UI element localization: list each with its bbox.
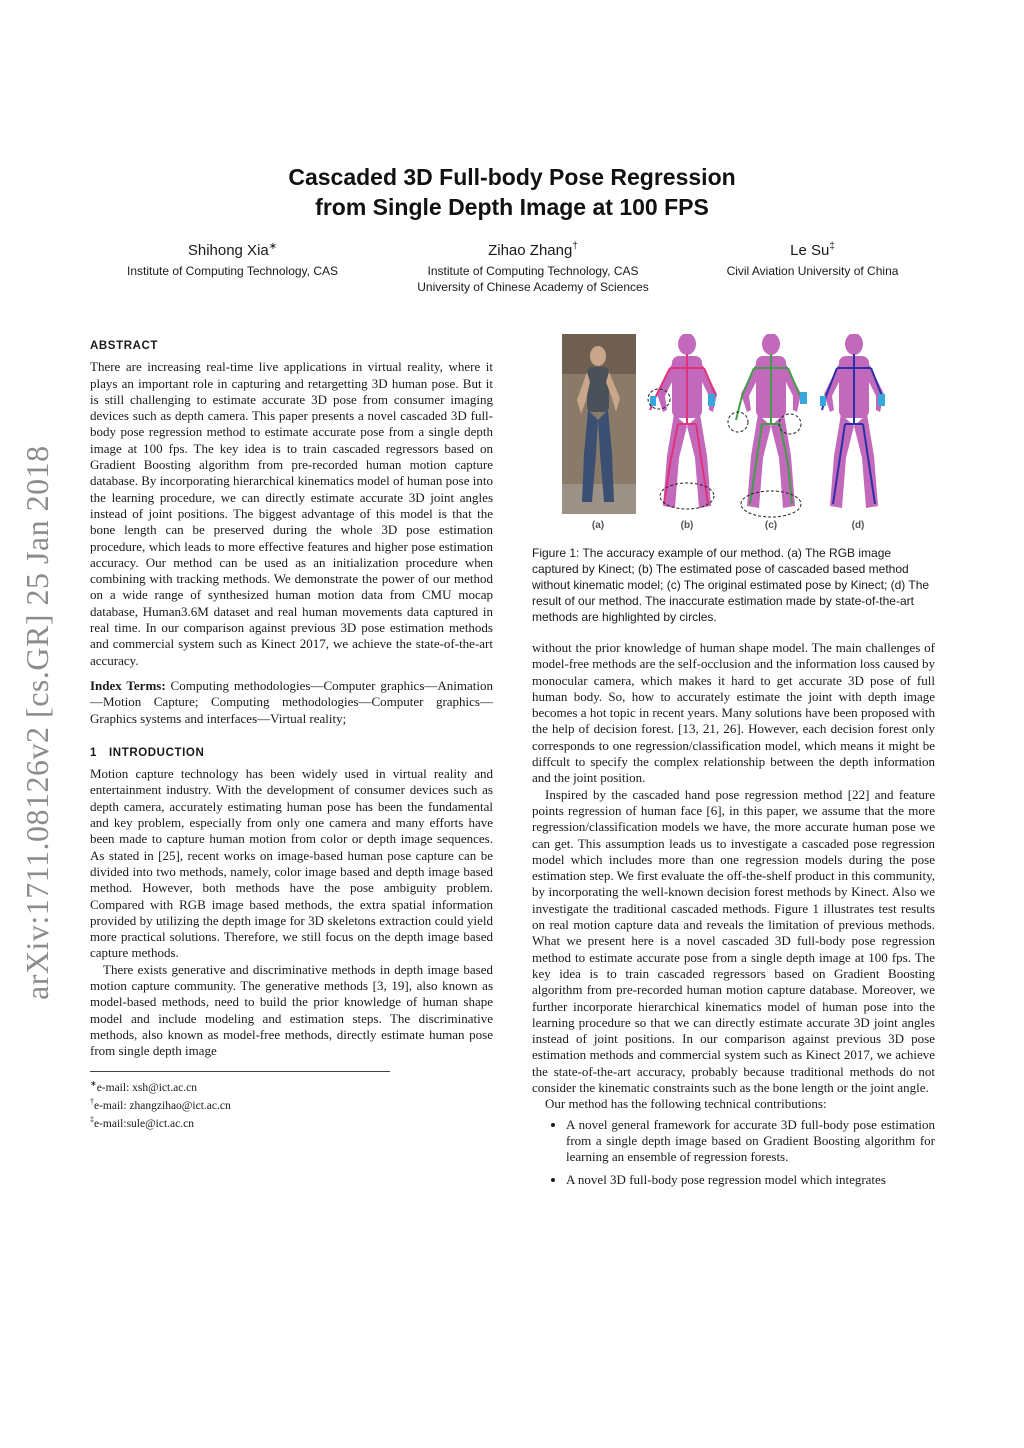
- panel-label-a: (a): [591, 520, 605, 530]
- index-terms: [90, 678, 493, 727]
- index-terms-text: Computing methodologies—Computer graphics—Animation—Motion Capture; Computing methodologies—Computer graphics—Graphics systems and interfaces—Virtual reality;: [90, 677, 493, 726]
- panel-d-our-pose: [820, 334, 885, 508]
- figure-caption: Figure 1: The accuracy example of our method. (a) The RGB image captured by Kinect; (b) The estimated pose of cascaded based method without kinematic model; (c) The original estimated pose by Kinect; (d) The result of our method. The inaccurate estimation made by state-of-the-art methods are highlighted by circles.: [532, 546, 930, 624]
- figure-1-pose-comparison: [560, 334, 900, 530]
- footnote: ‡e-mail:sule@ict.ac.cn: [90, 1115, 194, 1130]
- panel-label-d: (d): [851, 520, 865, 530]
- author-affiliation: University of Chinese Academy of Sciences: [417, 280, 649, 294]
- arxiv-identifier: arXiv:1711.08126v2 [cs.GR] 25 Jan 2018: [19, 445, 55, 1000]
- abstract-text: There are increasing real-time live applications in virtual reality, where it plays an important role in capturing and retargetting 3D human pose. But it is still challenging to estimate accurate 3D pose from consumer imaging devices such as depth camera. This paper presents a novel cascaded 3D full-body pose regression method to estimate accurate pose from a single depth image at 100 fps. The key idea is to train cascaded regressors based on Gradient Boosting algorithm from pre-recorded human motion capture database. By incorporating hierarchical kinematics model of human pose into the learning procedure, we can directly estimate accurate 3D joint angles instead of joint positions. The biggest advantage of this model is that the bone length can be preserved during the whole 3D pose estimation procedure, which leads to more effective features and higher pose estimation accuracy. Our method can be used as an initialization procedure when combining with tracking methods. We demonstrate the power of our method on a wide range of synthesized human motion data from CMU mocap database, Human3.6M dataset and real human movements data captured in real time. In our comparison against previous 3D pose estimation methods and commercial system such as Kinect 2017, we achieve the state-of-the-art accuracy.: [90, 359, 493, 668]
- footnote: †e-mail: zhangzihao@ict.ac.cn: [90, 1097, 231, 1113]
- panel-a-rgb-photo: [562, 334, 636, 514]
- title-line-2: from Single Depth Image at 100 FPS: [315, 194, 709, 220]
- author-name: Le Su‡: [790, 241, 835, 259]
- section-number: 1: [90, 746, 97, 759]
- abstract-heading: ABSTRACT: [90, 340, 159, 352]
- index-terms-label: Index Terms:: [90, 677, 166, 693]
- author-affiliation: Institute of Computing Technology, CAS: [427, 264, 639, 278]
- author-name: Shihong Xia∗: [187, 241, 278, 259]
- panel-c-kinect-pose: [728, 334, 807, 517]
- author-block-su: [700, 237, 925, 279]
- author-block-zhang: [392, 237, 674, 295]
- paper-title: [0, 162, 1024, 222]
- panel-b-depth-pose: [648, 334, 717, 509]
- author-affiliation: Civil Aviation University of China: [726, 264, 899, 278]
- section-title: INTRODUCTION: [109, 746, 205, 759]
- footnote-rule: [90, 1071, 390, 1072]
- list-item: • A novel general framework for accurate 3D full-body pose estimation from a single depth image based on Gradient Boosting algorithm for learning an ensemble of regression forests.: [566, 1117, 935, 1166]
- body-paragraph: Our method has the following technical contributions:: [545, 1096, 827, 1112]
- body-paragraph: without the prior knowledge of human shape model. The main challenges of model-free methods are the self-occlusion and the information loss caused by monocular camera, which makes it hard to get accurate 3D pose of full human body. So, how to accurately estimate the joint with depth image becomes a hot topic in recent years. Many solutions have been proposed with the help of decision forest. [13, 21, 26]. However, each decision forest only corresponds to one regression/classification model, which means it might be diffcult to specify the complex relationship between the depth information and the joint position.: [532, 640, 935, 786]
- list-item: • A novel 3D full-body pose regression model which integrates: [566, 1172, 935, 1188]
- author-block-xia: [100, 237, 365, 279]
- panel-label-c: (c): [764, 520, 778, 530]
- body-paragraph: Inspired by the cascaded hand pose regression method [22] and feature points regression of human face [6], in this paper, we assume that the more regression/classification models we have, the more accurate human pose we can get. This assumption leads us to investigate a cascaded pose regression model which includes more than one regression models during the pose estimation step. We first evaluate the off-the-shelf product in this community, by incorporating the well-known decision forest methods by Kinect. Also we investigate the traditional cascaded methods. Figure 1 illustrates test results on real motion capture data and reveals the limitation of previous methods. What we present here is a novel cascaded 3D full-body pose regression method to estimate accurate pose from a single depth image at 100 fps. The key idea is to train cascaded regressors based on Gradient Boosting algorithm from pre-recorded human motion capture database. Moreover, we further incorporate hierarchical kinematics model of human pose into the learning procedure so that we can directly estimate accurate 3D joint angles instead of joint positions. In our comparison against previous 3D pose estimation methods and commercial system such as Kinect 2017, we achieve the state-of-the-art accuracy, probably because traditional methods do not consider the kinematic constraints such as the bone length or the joint angle.: [532, 786, 935, 1096]
- intro-heading: [90, 745, 493, 761]
- intro-paragraph-1: Motion capture technology has been widely used in virtual reality and entertainment industry. With the development of consumer devices such as depth camera, accurately estimating human pose has been the fundamental and key problem, especially from only one camera and many efforts have been made to capture human motion from color or depth image sequences. As stated in [25], recent works on image-based human pose capture can be divided into two methods, namely, color image based and depth image based method. However, both methods have the pose ambiguity problem. Compared with RGB image based methods, the extra spatial information provided by utilizing the depth image for 3D skeletons extraction could yield more practical solutions. Therefore, we still focus on the depth image based capture methods.: [90, 766, 493, 961]
- footnote: ∗e-mail: xsh@ict.ac.cn: [90, 1079, 198, 1095]
- intro-paragraph-2: There exists generative and discriminative methods in depth image based motion capture community. The generative methods [3, 19], also known as model-based methods, need to build the prior knowledge of human shape model and include modeling and estimation steps. The discriminative methods, also known as model-free methods, directly estimate human pose from single depth image: [90, 961, 493, 1059]
- panel-label-b: (b): [680, 520, 694, 530]
- contributions-list: [532, 1117, 935, 1188]
- title-line-1: Cascaded 3D Full-body Pose Regression: [288, 164, 736, 190]
- right-column: [532, 640, 935, 1194]
- author-affiliation: Institute of Computing Technology, CAS: [126, 264, 338, 278]
- author-name: Zihao Zhang†: [488, 241, 578, 259]
- left-column: [90, 338, 493, 1131]
